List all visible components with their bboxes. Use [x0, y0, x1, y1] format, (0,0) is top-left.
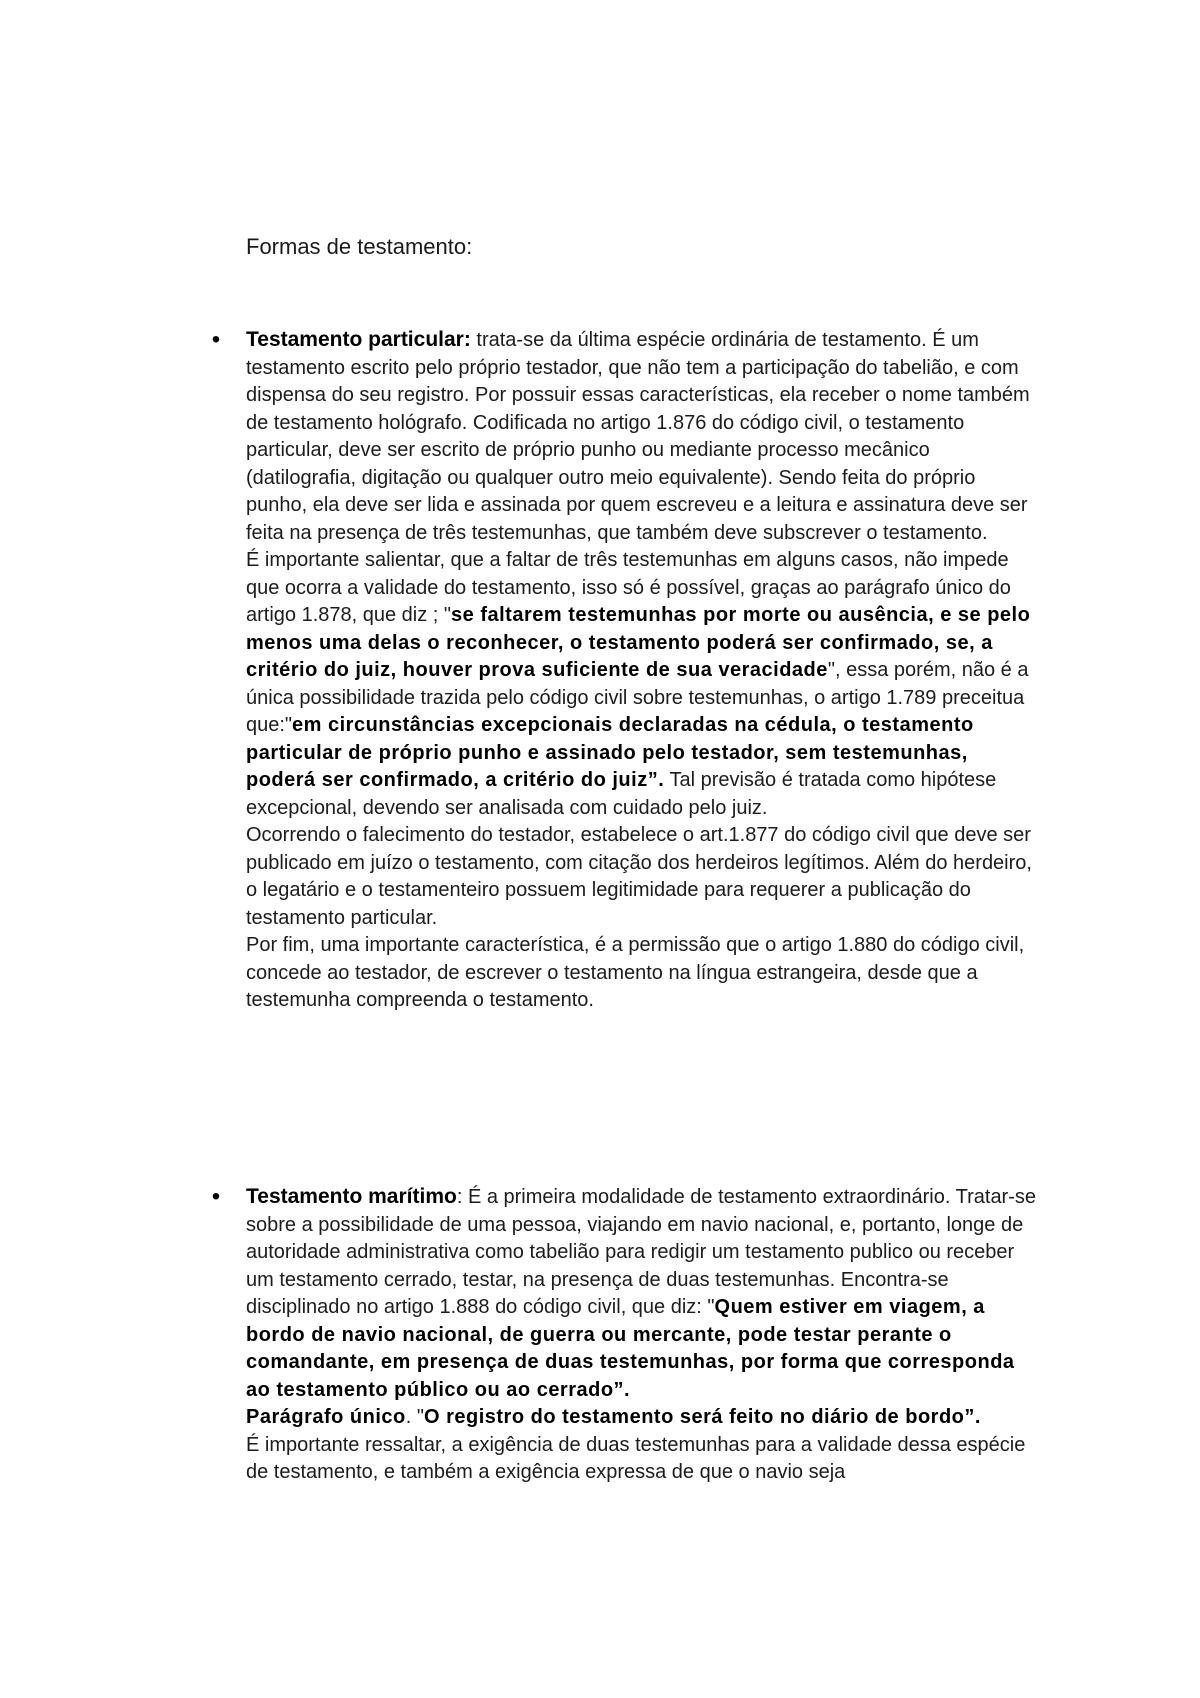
- paragraph-witnesses: [246, 547, 1036, 822]
- paragraph-publication: Ocorrendo o falecimento do testador, estabelece o art.1.877 do código civil que deve ser publicado em juízo o testamento, com citação dos herdeiros legítimos. Além do herdeiro, o legatário e o testamenteiro possuem legitimidade para requerer a publicação do testamento particular.: [246, 824, 1032, 929]
- term-heading: Testamento particular: [246, 328, 464, 351]
- legal-quote: em circunstâncias excepcionais declaradas na cédula, o testamento particular de próprio punho e assinado pelo testador, sem testemunhas, poderá ser confirmado, a critério do juiz”.: [246, 714, 974, 791]
- paragraph-text: Tal previsão é tratada como hipótese excepcional, devendo ser analisada com cuidado pelo juiz.: [246, 769, 997, 819]
- paragraph-intro: [246, 326, 1036, 547]
- document-title: Formas de testamento:: [246, 234, 473, 259]
- paragraph-requirements: É importante ressaltar, a exigência de duas testemunhas para a validade dessa espécie de testamento, e também a exigência expressa de que o navio seja: [246, 1433, 1026, 1483]
- legal-quote: Quem estiver em viagem, a bordo de navio nacional, de guerra ou mercante, pode testar perante o comandante, em presença de duas testemunhas, por forma que corresponda ao testamento público ou ao cerrado”.: [246, 1296, 1015, 1401]
- sole-paragraph-label: Parágrafo único: [246, 1406, 406, 1428]
- term-suffix: :: [463, 328, 471, 351]
- paragraph-intro: [246, 1183, 1036, 1404]
- paragraph-text: É a primeira modalidade de testamento extraordinário. Tratar-se sobre a possibilidade de uma pessoa, viajando em navio nacional, e, portanto, longe de autoridade administrativa como tabelião para redigir um testamento publico ou receber um testamento cerrado, testar, na presença de duas testemunhas. Encontra-se disciplinado no artigo 1.888 do código civil, que diz: ": [246, 1186, 1037, 1318]
- section-testamento-maritimo: [211, 1183, 1037, 1487]
- legal-quote: O registro do testamento será feito no diário de bordo”.: [423, 1406, 981, 1428]
- paragraph-text: . ": [405, 1406, 424, 1428]
- paragraph-foreign-language: Por fim, uma importante característica, é a permissão que o artigo 1.880 do código civil, concede ao testador, de escrever o testamento na língua estrangeira, desde que a testemunha compreenda o testamento.: [246, 934, 1025, 1011]
- term-suffix: :: [456, 1186, 463, 1208]
- paragraph-text: É importante salientar, que a faltar de três testemunhas em alguns casos, não impede que ocorra a validade do testamento, isso só é possível, graças ao parágrafo único do artigo 1.878, que diz ; ": [246, 549, 1011, 626]
- term-heading: Testamento marítimo: [246, 1185, 457, 1208]
- bullet-icon: •: [211, 326, 221, 353]
- bullet-icon: •: [211, 1183, 221, 1210]
- section-testamento-particular: [211, 326, 1036, 1015]
- paragraph-text: ", essa porém, não é a única possibilidade trazida pelo código civil sobre testemunhas, o artigo 1.789 preceitua que:": [246, 659, 1029, 736]
- legal-quote: se faltarem testemunhas por morte ou ausência, e se pelo menos uma delas o reconhecer, o testamento poderá ser confirmado, se, a critério do juiz, houver prova suficiente de sua veracidade: [246, 604, 1031, 681]
- paragraph-text: trata-se da última espécie ordinária de testamento. É um testamento escrito pelo próprio testador, que não tem a participação do tabelião, e com dispensa do seu registro. Por possuir essas características, ela receber o nome também de testamento hológrafo. Codificada no artigo 1.876 do código civil, o testamento particular, deve ser escrito de próprio punho ou mediante processo mecânico (datilografia, digitação ou qualquer outro meio equivalente). Sendo feita do próprio punho, ela deve ser lida e assinada por quem escreveu e a leitura e assinatura deve ser feita na presença de três testemunhas, que também deve subscrever o testamento.: [246, 329, 1030, 544]
- paragraph-sole-paragraph: [246, 1404, 1036, 1432]
